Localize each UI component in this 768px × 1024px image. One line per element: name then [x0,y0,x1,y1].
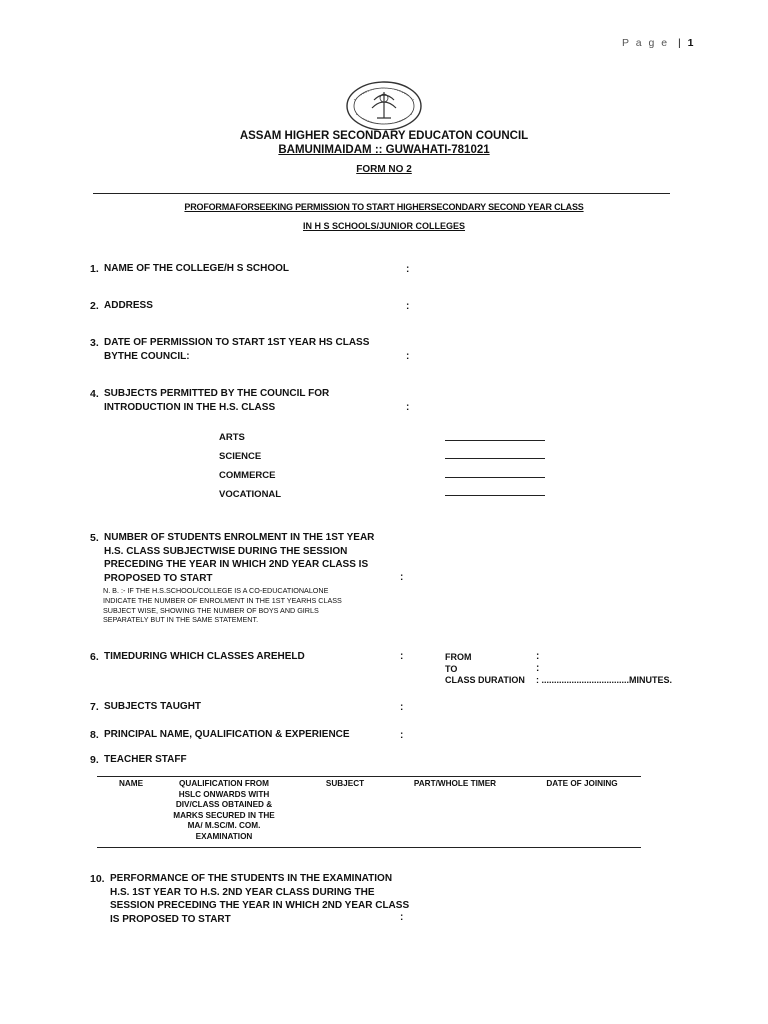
field-colon: : [400,572,404,583]
form-subtitle-line2: IN H S SCHOOLS/JUNIOR COLLEGES [302,221,466,231]
question-line: INTRODUCTION IN THE H.S. CLASS [104,401,276,413]
council-name: ASSAM HIGHER SECONDARY EDUCATON COUNCIL [239,130,529,142]
page-separator: | [678,37,681,49]
field-colon: : [400,912,404,923]
question-text [104,262,289,276]
note-line: N. B. :- IF THE H.S.SCHOOL/COLLEGE IS A CO-EDUCATIONALONE [103,586,329,595]
form-number: FORM NO 2 [356,164,412,175]
enrolment-note [103,586,342,625]
question-number: 10. [90,873,105,885]
note-line: INDICATE THE NUMBER OF ENROLMENT IN THE 1ST YEARHS CLASS [103,595,342,605]
question-line: PRINCIPAL NAME, QUALIFICATION & EXPERIENCE [104,729,350,740]
question-text [104,650,305,664]
page-header [622,37,694,49]
field-colon: : [406,264,410,275]
timing-to-colon: : [536,663,540,674]
question-number: 2. [90,300,99,312]
question-line: PERFORMANCE OF THE STUDENTS IN THE EXAMINATION [110,873,393,884]
question-line: PROPOSED TO START [104,572,213,584]
question-text [104,753,187,767]
stream-label: COMMERCE [219,470,276,481]
timing-to-label: TO [445,664,458,674]
question-line: IS PROPOSED TO START [110,913,231,925]
staff-table-header-name: NAME [118,779,144,788]
staff-table-header-subject: SUBJECT [325,779,365,788]
question-line: SUBJECTS PERMITTED BY THE COUNCIL FOR [104,388,330,399]
timing-duration-label: CLASS DURATION [445,675,525,685]
qualification-header-line: HSLC ONWARDS WITH [178,789,270,799]
question-line: H.S. CLASS SUBJECTWISE DURING THE SESSION [104,545,348,557]
timing-duration-value: : ...................................MINUTES. [536,675,673,685]
question-number: 7. [90,701,99,713]
qualification-header-line: DIV/CLASS OBTAINED & [175,800,273,809]
question-line: DATE OF PERMISSION TO START 1ST YEAR HS CLASS [104,337,370,348]
note-line: SUBJECT WISE, SHOWING THE NUMBER OF BOYS AND GIRLS [103,605,319,615]
staff-table-bottom-rule [97,847,641,848]
staff-table-header-date-of-joining: DATE OF JOINING [546,779,618,788]
question-number: 8. [90,729,99,741]
question-line: NAME OF THE COLLEGE/H S SCHOOL [104,263,290,274]
qualification-header-line: MA/ M.SC/M. COM. [187,821,261,830]
question-line: ADDRESS [104,300,153,311]
question-line: SESSION PRECEDING THE YEAR IN WHICH 2ND YEAR CLASS [110,900,410,911]
timing-from-label: FROM [445,652,472,662]
staff-table-header-qualification [164,779,284,842]
stream-label: VOCATIONAL [219,489,282,500]
council-address: BAMUNIMAIDAM :: GUWAHATI-781021 [278,144,490,156]
title-divider [93,193,670,194]
field-colon: : [400,730,404,741]
question-number: 3. [90,337,99,349]
page-label: P a g e [622,37,670,49]
timing-from-colon: : [536,651,540,662]
question-text [104,387,329,414]
question-number: 4. [90,388,99,400]
question-text [104,728,350,742]
staff-table-top-rule [97,776,641,777]
question-line: BYTHE COUNCIL: [104,350,190,362]
staff-table-header-part-whole-timer: PART/WHOLE TIMER [413,779,497,788]
question-line: PRECEDING THE YEAR IN WHICH 2ND YEAR CLASS IS [104,559,369,570]
question-line: TEACHER STAFF [104,754,187,765]
stream-blank [445,440,545,441]
stream-blank [445,458,545,459]
question-number: 9. [90,754,99,766]
qualification-header-line: MARKS SECURED IN THE [173,810,275,820]
council-seal-logo [344,78,424,130]
question-text [104,299,153,313]
stream-label: SCIENCE [219,451,262,462]
field-colon: : [406,301,410,312]
question-number: 6. [90,651,99,663]
question-text [104,336,369,363]
question-line: SUBJECTS TAUGHT [104,701,202,712]
stream-label: ARTS [219,432,245,443]
qualification-header-line: QUALIFICATION FROM [179,779,269,788]
form-subtitle-line1: PROFORMAFORSEEKING PERMISSION TO START HIGHERSECONDARY SECOND YEAR CLASS [184,202,584,212]
field-colon: : [400,702,404,713]
stream-blank [445,495,545,496]
field-colon: : [400,651,404,662]
question-number: 5. [90,532,99,544]
note-line: SEPARATELY BUT IN THE SAME STATEMENT. [103,615,259,625]
page-number: 1 [687,37,694,49]
question-text [110,872,409,926]
question-line: NUMBER OF STUDENTS ENROLMENT IN THE 1ST YEAR [104,532,375,543]
question-text [104,700,201,714]
question-line: H.S. 1ST YEAR TO H.S. 2ND YEAR CLASS DURING THE [110,886,375,898]
field-colon: : [406,351,410,362]
stream-blank [445,477,545,478]
question-text [104,531,374,585]
question-line: TIMEDURING WHICH CLASSES AREHELD [104,651,305,662]
qualification-header-line: EXAMINATION [195,831,253,841]
question-number: 1. [90,263,99,275]
field-colon: : [406,402,410,413]
